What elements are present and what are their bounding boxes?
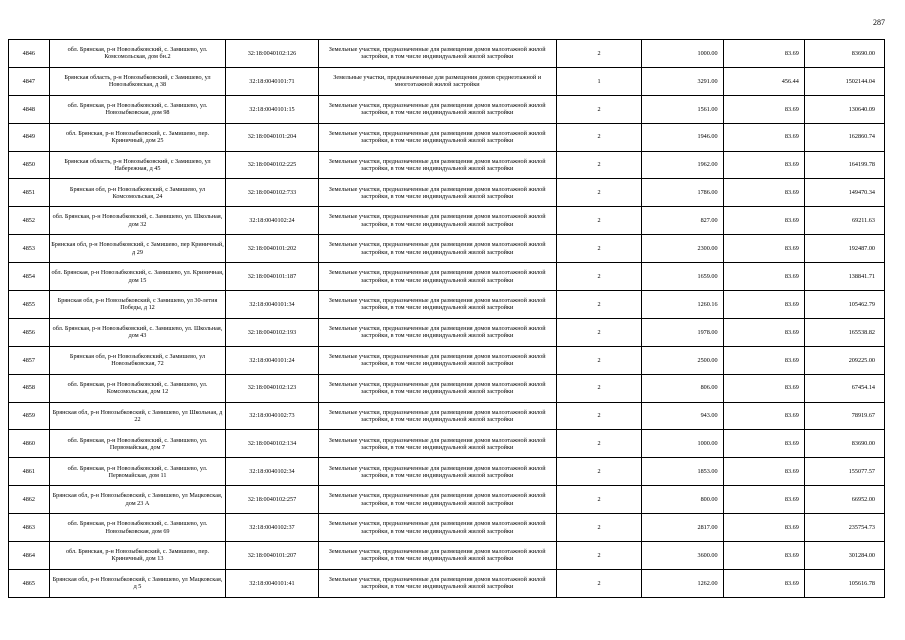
table-row — [9, 207, 885, 235]
address-cell: Брянская обл, р-н Новозыбковский, с Замишево, ул Школьная, д 22 — [49, 402, 226, 430]
rate-cell: 83.69 — [723, 569, 804, 597]
table-row — [9, 430, 885, 458]
land-use-cell: Земельные участки, предназначенные для размещения домов малоэтажной жилой застройки, в том числе индивидуальной жилой застройки — [318, 402, 556, 430]
cadastral-number-cell: 32:18:0040102:34 — [226, 458, 318, 486]
area-cell: 1000.00 — [642, 430, 723, 458]
area-cell: 1786.00 — [642, 179, 723, 207]
area-cell: 1260.16 — [642, 291, 723, 319]
row-number-cell: 4859 — [9, 402, 50, 430]
group-cell: 2 — [556, 40, 642, 68]
cadastral-value-cell: 1502144.04 — [804, 67, 884, 95]
land-use-cell: Земельные участки, предназначенные для размещения домов малоэтажной жилой застройки, в том числе индивидуальной жилой застройки — [318, 40, 556, 68]
group-cell: 2 — [556, 402, 642, 430]
address-cell: обл. Брянская, р-н Новозыбковский, с. Замишево, ул. Школьная, дом 32 — [49, 207, 226, 235]
cadastral-value-cell: 235754.73 — [804, 514, 884, 542]
group-cell: 2 — [556, 207, 642, 235]
table-row — [9, 123, 885, 151]
cadastral-value-cell: 164199.78 — [804, 151, 884, 179]
rate-cell: 83.69 — [723, 346, 804, 374]
page-number: 287 — [873, 18, 885, 27]
land-use-cell: Земельные участки, предназначенные для размещения домов малоэтажной жилой застройки, в том числе индивидуальной жилой застройки — [318, 542, 556, 570]
area-cell: 1853.00 — [642, 458, 723, 486]
table-row — [9, 542, 885, 570]
row-number-cell: 4862 — [9, 486, 50, 514]
area-cell: 1962.00 — [642, 151, 723, 179]
land-use-cell: Земельные участки, предназначенные для размещения домов малоэтажной жилой застройки, в том числе индивидуальной жилой застройки — [318, 207, 556, 235]
row-number-cell: 4849 — [9, 123, 50, 151]
land-use-cell: Земельные участки, предназначенные для размещения домов малоэтажной жилой застройки, в том числе индивидуальной жилой застройки — [318, 318, 556, 346]
table-row — [9, 151, 885, 179]
row-number-cell: 4854 — [9, 263, 50, 291]
cadastral-value-cell: 162860.74 — [804, 123, 884, 151]
land-use-cell: Земельные участки, предназначенные для размещения домов малоэтажной жилой застройки, в том числе индивидуальной жилой застройки — [318, 151, 556, 179]
table-row — [9, 291, 885, 319]
address-cell: Брянская обл, р-н Новозыбковский, с Замишево, пер Криничный, д 29 — [49, 235, 226, 263]
cadastral-number-cell: 32:18:0040102:73 — [226, 402, 318, 430]
group-cell: 2 — [556, 346, 642, 374]
land-use-cell: Земельные участки, предназначенные для размещения домов малоэтажной жилой застройки, в том числе индивидуальной жилой застройки — [318, 346, 556, 374]
row-number-cell: 4865 — [9, 569, 50, 597]
address-cell: обл. Брянская, р-н Новозыбковский, с. Замишево, ул. Первомайская, дом 7 — [49, 430, 226, 458]
table-row — [9, 40, 885, 68]
address-cell: Брянская область, р-н Новозыбковский, с Замишево, ул Новозыбковская, д 38 — [49, 67, 226, 95]
group-cell: 2 — [556, 569, 642, 597]
row-number-cell: 4860 — [9, 430, 50, 458]
row-number-cell: 4847 — [9, 67, 50, 95]
land-use-cell: Земельные участки, предназначенные для размещения домов малоэтажной жилой застройки, в том числе индивидуальной жилой застройки — [318, 514, 556, 542]
address-cell: обл. Брянская, р-н Новозыбковский, с. Замишево, ул. Школьная, дом 43 — [49, 318, 226, 346]
cadastral-number-cell: 32:18:0040102:733 — [226, 179, 318, 207]
rate-cell: 83.69 — [723, 95, 804, 123]
address-cell: обл. Брянская, р-н Новозыбковский, с. Замишево, ул. Первомайская, дом 11 — [49, 458, 226, 486]
area-cell: 1659.00 — [642, 263, 723, 291]
cadastral-value-cell: 67454.14 — [804, 374, 884, 402]
group-cell: 1 — [556, 67, 642, 95]
area-cell: 827.00 — [642, 207, 723, 235]
cadastral-value-cell: 165538.82 — [804, 318, 884, 346]
table-row — [9, 569, 885, 597]
cadastral-value-cell: 83690.00 — [804, 40, 884, 68]
cadastral-value-cell: 138841.71 — [804, 263, 884, 291]
rate-cell: 83.69 — [723, 542, 804, 570]
table-row — [9, 458, 885, 486]
cadastral-number-cell: 32:18:0040102:24 — [226, 207, 318, 235]
address-cell: обл. Брянская, р-н Новозыбковский, с. Замишево, пер. Криничный, дом 13 — [49, 542, 226, 570]
address-cell: обл. Брянская, р-н Новозыбковский, с. Замишево, ул. Криничная, дом 15 — [49, 263, 226, 291]
group-cell: 2 — [556, 486, 642, 514]
area-cell: 800.00 — [642, 486, 723, 514]
group-cell: 2 — [556, 179, 642, 207]
row-number-cell: 4863 — [9, 514, 50, 542]
rate-cell: 83.69 — [723, 291, 804, 319]
address-cell: Брянская обл, р-н Новозыбковский, с Замишево, ул Мацковская, д 5 — [49, 569, 226, 597]
table-row — [9, 486, 885, 514]
group-cell: 2 — [556, 235, 642, 263]
table-row — [9, 179, 885, 207]
group-cell: 2 — [556, 514, 642, 542]
area-cell: 2500.00 — [642, 346, 723, 374]
row-number-cell: 4858 — [9, 374, 50, 402]
cadastral-number-cell: 32:18:0040101:202 — [226, 235, 318, 263]
cadastral-number-cell: 32:18:0040101:207 — [226, 542, 318, 570]
land-use-cell: Земельные участки, предназначенные для размещения домов малоэтажной жилой застройки, в том числе индивидуальной жилой застройки — [318, 374, 556, 402]
area-cell: 943.00 — [642, 402, 723, 430]
row-number-cell: 4856 — [9, 318, 50, 346]
cadastral-number-cell: 32:18:0040102:225 — [226, 151, 318, 179]
address-cell: Брянская обл, р-н Новозыбковский, с Замишево, ул 30-летия Победы, д 12 — [49, 291, 226, 319]
land-use-cell: Земельные участки, предназначенные для размещения домов малоэтажной жилой застройки, в том числе индивидуальной жилой застройки — [318, 123, 556, 151]
cadastral-number-cell: 32:18:0040102:126 — [226, 40, 318, 68]
rate-cell: 83.69 — [723, 318, 804, 346]
area-cell: 1561.00 — [642, 95, 723, 123]
group-cell: 2 — [556, 458, 642, 486]
cadastral-value-cell: 66952.00 — [804, 486, 884, 514]
row-number-cell: 4846 — [9, 40, 50, 68]
rate-cell: 83.69 — [723, 40, 804, 68]
address-cell: обл. Брянская, р-н Новозыбковский, с. Замишево, ул. Комсомольская, дом 12 — [49, 374, 226, 402]
cadastral-value-cell: 149470.34 — [804, 179, 884, 207]
area-cell: 1000.00 — [642, 40, 723, 68]
area-cell: 1262.00 — [642, 569, 723, 597]
area-cell: 1946.00 — [642, 123, 723, 151]
row-number-cell: 4850 — [9, 151, 50, 179]
table-row — [9, 263, 885, 291]
cadastral-number-cell: 32:18:0040102:37 — [226, 514, 318, 542]
cadastral-value-cell: 301284.00 — [804, 542, 884, 570]
land-use-cell: Земельные участки, предназначенные для размещения домов малоэтажной жилой застройки, в том числе индивидуальной жилой застройки — [318, 458, 556, 486]
area-cell: 3291.00 — [642, 67, 723, 95]
row-number-cell: 4853 — [9, 235, 50, 263]
row-number-cell: 4857 — [9, 346, 50, 374]
area-cell: 806.00 — [642, 374, 723, 402]
cadastral-number-cell: 32:18:0040101:34 — [226, 291, 318, 319]
rate-cell: 83.69 — [723, 430, 804, 458]
cadastral-number-cell: 32:18:0040101:41 — [226, 569, 318, 597]
area-cell: 3600.00 — [642, 542, 723, 570]
rate-cell: 83.69 — [723, 263, 804, 291]
land-use-cell: Земельные участки, предназначенные для размещения домов малоэтажной жилой застройки, в том числе индивидуальной жилой застройки — [318, 263, 556, 291]
cadastral-value-cell: 209225.00 — [804, 346, 884, 374]
address-cell: обл. Брянская, р-н Новозыбковский, с. Замишево, ул. Новозыбковская, дом 69 — [49, 514, 226, 542]
table-row — [9, 402, 885, 430]
address-cell: Брянская обл, р-н Новозыбковский, с Замишево, ул Мацковская, дом 23 А — [49, 486, 226, 514]
cadastral-number-cell: 32:18:0040101:24 — [226, 346, 318, 374]
cadastral-number-cell: 32:18:0040101:71 — [226, 67, 318, 95]
group-cell: 2 — [556, 374, 642, 402]
address-cell: обл. Брянская, р-н Новозыбковский, с. Замишево, ул. Новозыбковская, дом 98 — [49, 95, 226, 123]
rate-cell: 83.69 — [723, 123, 804, 151]
area-cell: 2817.00 — [642, 514, 723, 542]
land-use-cell: Земельные участки, предназначенные для размещения домов малоэтажной жилой застройки, в том числе индивидуальной жилой застройки — [318, 95, 556, 123]
table-row — [9, 346, 885, 374]
table-row — [9, 514, 885, 542]
table-body — [9, 40, 885, 598]
cadastral-value-cell: 78919.67 — [804, 402, 884, 430]
row-number-cell: 4864 — [9, 542, 50, 570]
cadastral-value-cell: 155077.57 — [804, 458, 884, 486]
cadastral-value-cell: 105462.79 — [804, 291, 884, 319]
cadastral-value-cell: 105616.78 — [804, 569, 884, 597]
group-cell: 2 — [556, 151, 642, 179]
rate-cell: 83.69 — [723, 486, 804, 514]
address-cell: обл. Брянская, р-н Новозыбковский, с. Замишево, ул. Комсомольская, дом бн.2 — [49, 40, 226, 68]
area-cell: 1978.00 — [642, 318, 723, 346]
rate-cell: 456.44 — [723, 67, 804, 95]
address-cell: Брянская обл, р-н Новозыбковский, с Замишево, ул Новозыбковская, 72 — [49, 346, 226, 374]
area-cell: 2300.00 — [642, 235, 723, 263]
land-registry-table — [8, 39, 885, 598]
rate-cell: 83.69 — [723, 402, 804, 430]
address-cell: Брянская область, р-н Новозыбковский, с Замишево, ул Набережная, д 45 — [49, 151, 226, 179]
address-cell: Брянская обл, р-н Новозыбковский, с Замишево, ул Комсомольская, 24 — [49, 179, 226, 207]
land-use-cell: Земельные участки, предназначенные для размещения домов малоэтажной жилой застройки, в том числе индивидуальной жилой застройки — [318, 486, 556, 514]
cadastral-number-cell: 32:18:0040101:204 — [226, 123, 318, 151]
land-use-cell: Земельные участки, предназначенные для размещения домов среднеэтажной и многоэтажной жилой застройки — [318, 67, 556, 95]
rate-cell: 83.69 — [723, 514, 804, 542]
row-number-cell: 4855 — [9, 291, 50, 319]
table-row — [9, 374, 885, 402]
cadastral-number-cell: 32:18:0040102:257 — [226, 486, 318, 514]
land-use-cell: Земельные участки, предназначенные для размещения домов малоэтажной жилой застройки, в том числе индивидуальной жилой застройки — [318, 235, 556, 263]
cadastral-number-cell: 32:18:0040101:187 — [226, 263, 318, 291]
group-cell: 2 — [556, 542, 642, 570]
table-row — [9, 95, 885, 123]
group-cell: 2 — [556, 95, 642, 123]
rate-cell: 83.69 — [723, 151, 804, 179]
group-cell: 2 — [556, 123, 642, 151]
group-cell: 2 — [556, 430, 642, 458]
rate-cell: 83.69 — [723, 458, 804, 486]
cadastral-number-cell: 32:18:0040101:15 — [226, 95, 318, 123]
cadastral-number-cell: 32:18:0040102:123 — [226, 374, 318, 402]
rate-cell: 83.69 — [723, 179, 804, 207]
row-number-cell: 4852 — [9, 207, 50, 235]
land-use-cell: Земельные участки, предназначенные для размещения домов малоэтажной жилой застройки, в том числе индивидуальной жилой застройки — [318, 179, 556, 207]
group-cell: 2 — [556, 291, 642, 319]
land-use-cell: Земельные участки, предназначенные для размещения домов малоэтажной жилой застройки, в том числе индивидуальной жилой застройки — [318, 569, 556, 597]
cadastral-value-cell: 192487.00 — [804, 235, 884, 263]
cadastral-number-cell: 32:18:0040102:134 — [226, 430, 318, 458]
land-use-cell: Земельные участки, предназначенные для размещения домов малоэтажной жилой застройки, в том числе индивидуальной жилой застройки — [318, 291, 556, 319]
rate-cell: 83.69 — [723, 207, 804, 235]
group-cell: 2 — [556, 263, 642, 291]
table-row — [9, 235, 885, 263]
cadastral-value-cell: 69211.63 — [804, 207, 884, 235]
cadastral-number-cell: 32:18:0040102:193 — [226, 318, 318, 346]
row-number-cell: 4848 — [9, 95, 50, 123]
table-row — [9, 318, 885, 346]
cadastral-value-cell: 83690.00 — [804, 430, 884, 458]
rate-cell: 83.69 — [723, 235, 804, 263]
row-number-cell: 4851 — [9, 179, 50, 207]
cadastral-value-cell: 130640.09 — [804, 95, 884, 123]
address-cell: обл. Брянская, р-н Новозыбковский, с. Замишево, пер. Криничный, дом 25 — [49, 123, 226, 151]
group-cell: 2 — [556, 318, 642, 346]
table-row — [9, 67, 885, 95]
rate-cell: 83.69 — [723, 374, 804, 402]
row-number-cell: 4861 — [9, 458, 50, 486]
land-use-cell: Земельные участки, предназначенные для размещения домов малоэтажной жилой застройки, в том числе индивидуальной жилой застройки — [318, 430, 556, 458]
